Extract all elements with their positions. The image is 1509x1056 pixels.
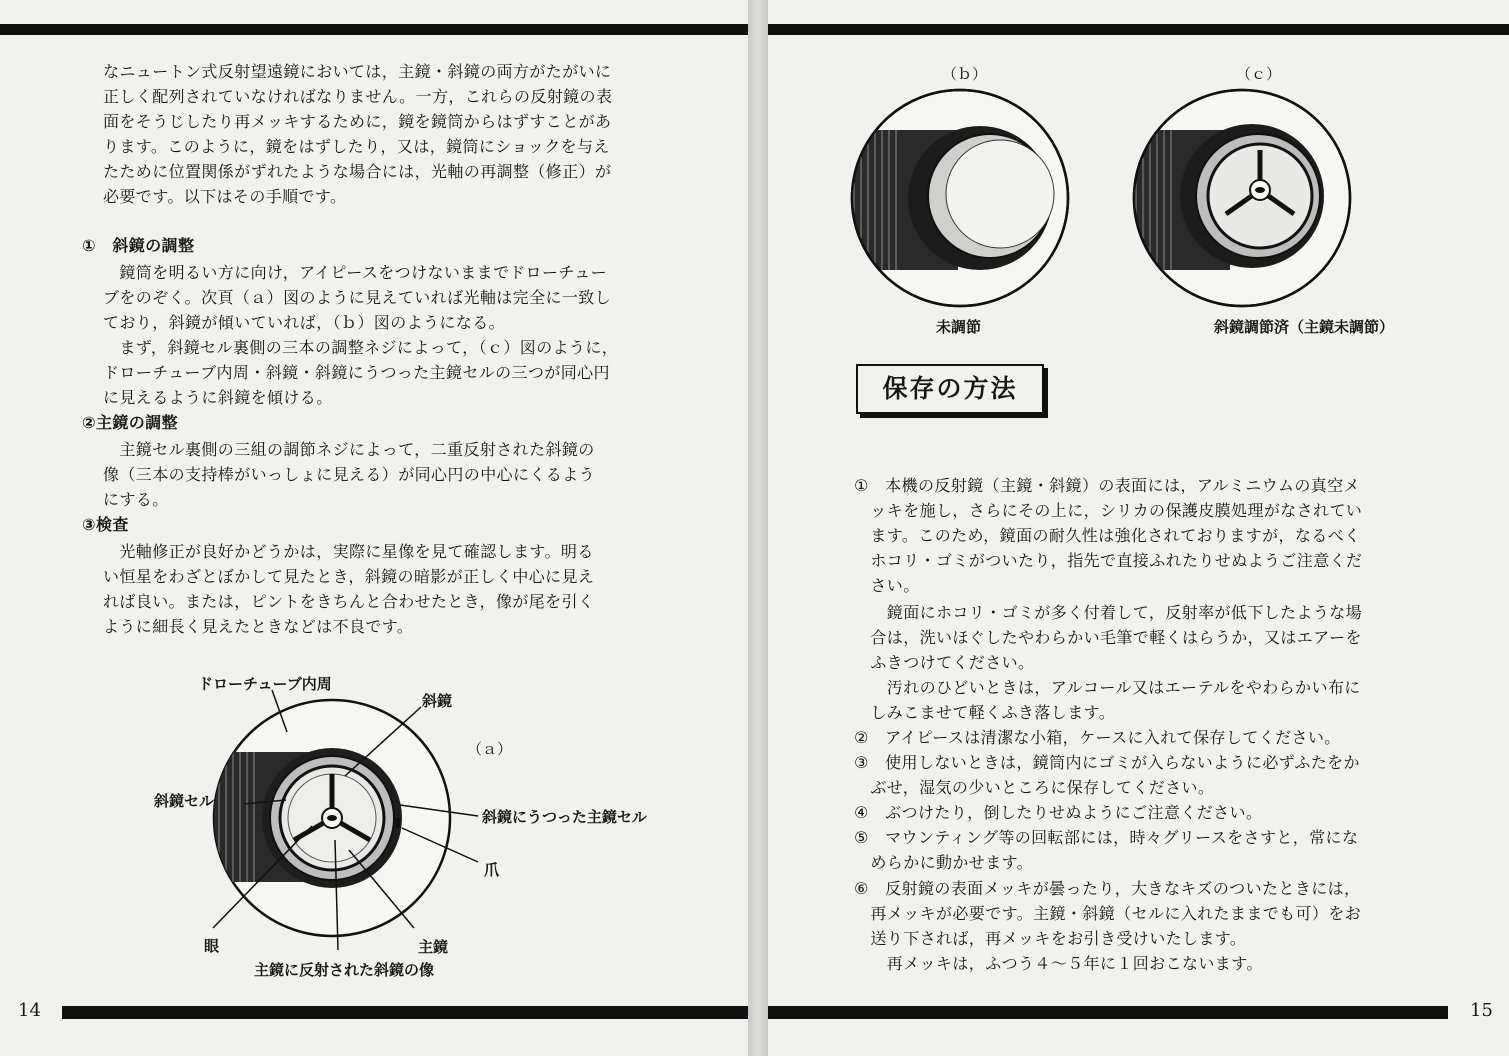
bottom-rule: [768, 1006, 1448, 1019]
section1-line: ており，斜鏡が傾いていれば，（ｂ）図のようになる。: [103, 313, 506, 332]
left-page: [0, 0, 748, 1056]
label-secondary-mirror: 斜鏡: [422, 692, 453, 710]
section3-heading: ③検査: [82, 515, 129, 534]
care-line: 合は，洗いほぐしたやわらかい毛筆で軽くはらうか，又はエアーを: [854, 628, 1362, 647]
section3-line: れば良い。または，ピントをきちんと合わせたとき，像が尾を引く: [103, 592, 595, 611]
label-claw: 爪: [484, 861, 500, 879]
care-line: ホコリ・ゴミがついたり，指先で直接ふれたりせぬようご注意くだ: [854, 551, 1363, 570]
section1-line: まず，斜鏡セル裏側の三本の調整ネジによって，（ｃ）図のように，: [103, 338, 619, 357]
care-line: めらかに動かせます。: [854, 853, 1034, 872]
care-line: しみこませて軽くふき落します。: [854, 703, 1116, 722]
section1-line: に見えるように斜鏡を傾ける。: [103, 388, 333, 407]
section1-line: ドローチューブ内周・斜鏡・斜鏡にうつった主鏡セルの三つが同心円: [103, 363, 610, 382]
care-line: 再メッキが必要です。主鏡・斜鏡（セルに入れたままでも可）をお: [854, 904, 1362, 923]
label-drawtube: ドローチューブ内周: [198, 675, 332, 693]
care-line: ふきつけてください。: [854, 653, 1035, 672]
page-number-right: 15: [1470, 1000, 1493, 1021]
book-gutter: [748, 0, 768, 1056]
section2-line: にする。: [103, 490, 169, 509]
section1-line: 鏡筒を明るい方に向け，アイピースをつけないままでドローチュー: [103, 263, 608, 282]
intro-line: ります。このように，鏡をはずしたり，又は，鏡筒にショックを与え: [103, 137, 610, 156]
intro-line: 必要です。以下はその手順です。: [103, 187, 347, 206]
care-line: ③ 使用しないときは，鏡筒内にゴミが入らないように必ずふたをか: [854, 753, 1360, 772]
care-line: ⑤ マウンティング等の回転部には，時々グリースをさすと，常にな: [854, 828, 1359, 847]
intro-line: なニュートン式反射望遠鏡においては，主鏡・斜鏡の両方がたがいに: [103, 62, 612, 81]
section2-heading: ②主鏡の調整: [82, 413, 178, 432]
figure-c-caption: （ｃ）: [1236, 65, 1282, 83]
bottom-rule: [62, 1006, 748, 1019]
care-line: ④ ぶつけたり，倒したりせぬようにご注意ください。: [854, 803, 1263, 822]
care-line: 送り下されば，再メッキをお引き受けいたします。: [854, 929, 1247, 948]
figure-a-caption: （ａ）: [467, 740, 513, 758]
intro-line: 正しく配列されていなければなりません。一方，これらの反射鏡の表: [103, 87, 613, 106]
care-line: ⑥ 反射鏡の表面メッキが曇ったり，大きなキズのついたときには，: [854, 879, 1361, 898]
figure-b-caption: （ｂ）: [942, 65, 988, 83]
label-primary-cell-reflection: 斜鏡にうつった主鏡セル: [482, 808, 647, 826]
section3-line: 光軸修正が良好かどうかは，実際に星像を見て確認します。明る: [103, 542, 594, 561]
section1-line: ブをのぞく。次頁（ａ）図のように見えていれば光軸は完全に一致し: [103, 288, 612, 307]
section3-line: ように細長く見えたときなどは不良です。: [103, 617, 414, 636]
section-title-box: [856, 364, 1044, 414]
figure-a-diagram: [0, 0, 748, 1056]
figure-c-label: 斜鏡調節済（主鏡未調節）: [1214, 318, 1395, 336]
right-page: [768, 0, 1509, 1056]
care-line: ② アイピースは清潔な小箱，ケースに入れて保存してください。: [854, 728, 1341, 747]
label-primary-mirror: 主鏡: [418, 938, 449, 956]
label-reflected-secondary: 主鏡に反射された斜鏡の像: [254, 961, 435, 979]
care-line: ッキを施し，さらにその上に，シリカの保護皮膜処理がなされてい: [854, 501, 1363, 520]
care-line: 再メッキは，ふつう４～５年に１回おこないます。: [854, 954, 1263, 973]
section-title: 保存の方法: [882, 374, 1018, 403]
care-line: ます。このため，鏡面の耐久性は強化されておりますが，なるべく: [854, 526, 1361, 545]
page-number-left: 14: [18, 1000, 41, 1021]
figure-b-label: 未調節: [936, 318, 982, 336]
section2-line: 像（三本の支持棒がいっしょに見える）が同心円の中心にくるよう: [103, 465, 596, 484]
care-line: さい。: [854, 576, 920, 595]
intro-line: 面をそうじしたり再メッキするために，鏡を鏡筒からはずすことがあ: [103, 112, 612, 131]
care-line: 鏡面にホコリ・ゴミが多く付着して，反射率が低下したような場: [854, 603, 1363, 622]
section1-heading: ① 斜鏡の調整: [82, 236, 195, 255]
figure-b-c-diagrams: [768, 0, 1509, 340]
section3-line: い恒星をわざとぼかして見たとき，斜鏡の暗影が正しく中心に見え: [103, 567, 595, 586]
section2-line: 主鏡セル裏側の三組の調節ネジによって，二重反射された斜鏡の: [103, 440, 595, 459]
label-eye: 眼: [204, 937, 220, 955]
label-secondary-cell: 斜鏡セル: [154, 792, 215, 810]
care-line: 汚れのひどいときは，アルコール又はエーテルをやわらかい布に: [854, 678, 1361, 697]
care-line: ぶせ，湿気の少いところに保存してください。: [854, 778, 1215, 797]
care-line: ① 本機の反射鏡（主鏡・斜鏡）の表面には，アルミニウムの真空メ: [854, 476, 1360, 495]
intro-line: たために位置関係がずれたような場合には，光軸の再調整（修正）が: [103, 162, 612, 181]
